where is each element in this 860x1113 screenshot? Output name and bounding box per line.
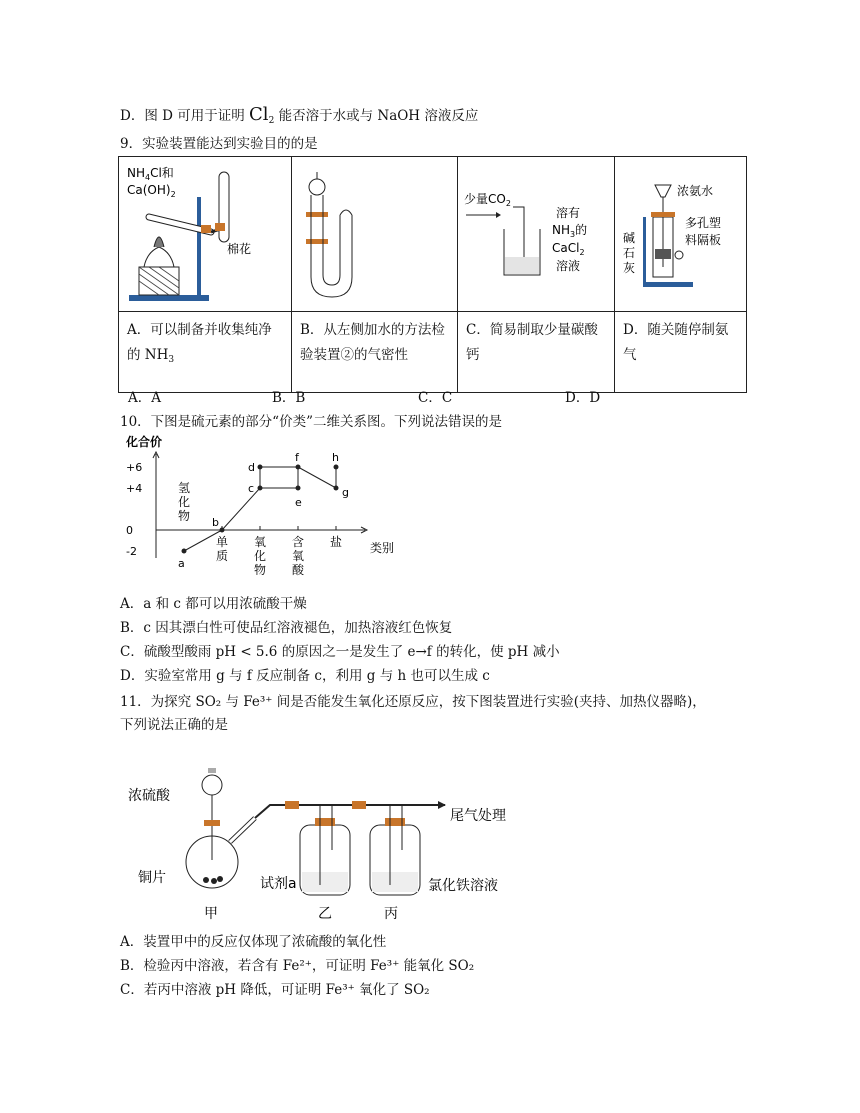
x-tick-label: 氧: [254, 535, 267, 549]
q11-apparatus: [120, 760, 540, 929]
point-label: g: [342, 486, 349, 499]
q10-option-c: C．硫酸型酸雨 pH < 5.6 的原因之一是发生了 e→f 的转化，使 pH 减小: [120, 644, 560, 660]
point-g: [334, 486, 339, 491]
q9-option-d: D．随关随停制氨气: [615, 312, 747, 393]
point-f: [296, 465, 301, 470]
q9-figure-c: [458, 157, 614, 311]
point-label: a: [178, 557, 185, 570]
svg-text:丙: 丙: [384, 906, 398, 922]
svg-text:棉花: 棉花: [227, 242, 252, 256]
x-tick-label: 物: [254, 563, 267, 577]
svg-text:浓氨水: 浓氨水: [677, 184, 714, 198]
q9-figure-b: [292, 157, 457, 311]
relation-line: [298, 467, 336, 488]
x-tick-label: 氧: [292, 549, 305, 563]
x-tick-label: 含: [292, 535, 305, 549]
q9-figure-a: [119, 157, 291, 311]
q9-figure-d: [615, 157, 746, 311]
q9-option-c: C．简易制取少量碳酸钙: [458, 312, 615, 393]
q10-option-b: B．c 因其漂白性可使品红溶液褪色，加热溶液红色恢复: [120, 620, 453, 636]
q9-answer-d: D．D: [565, 390, 601, 406]
svg-text:石: 石: [623, 246, 636, 260]
q9-option-a: A．可以制备并收集纯净的 $NH_3$: [119, 312, 292, 393]
x-tick-label: 质: [216, 549, 229, 563]
point-b: [220, 528, 225, 533]
svg-text:CaCl2: CaCl$_2$: [552, 241, 585, 257]
svg-text:试剂a: 试剂a: [260, 876, 297, 892]
svg-text:Ca(OH)2: $Ca(OH)_2$: [127, 183, 176, 199]
y-tick-label: 0: [126, 524, 133, 537]
svg-text:多孔塑: 多孔塑: [685, 216, 722, 230]
svg-text:碱: 碱: [623, 231, 636, 245]
point-label: c: [248, 482, 255, 495]
q11-option-a: A．装置甲中的反应仅体现了浓硫酸的氧化性: [120, 934, 387, 950]
q11-stem-line1: 11．为探究 SO₂ 与 Fe³⁺ 间是否能发生氧化还原反应，按下图装置进行实验(夹持、加热仪器略)，: [120, 694, 706, 710]
svg-text:乙: 乙: [318, 906, 332, 922]
q11-option-b: B．检验丙中溶液，若含有 Fe²⁺，可证明 Fe³⁺ 能氧化 SO₂: [120, 958, 475, 974]
q10-chart: [120, 432, 420, 586]
svg-text:溶液: 溶液: [556, 259, 581, 273]
point-a: [182, 549, 187, 554]
svg-text:少量CO2: 少量$CO_2$: [464, 192, 511, 208]
svg-text:料隔板: 料隔板: [685, 233, 722, 247]
svg-text:氯化铁溶液: 氯化铁溶液: [428, 878, 498, 894]
point-h: [334, 465, 339, 470]
point-label: e: [295, 496, 302, 509]
q9-option-b: B．从左侧加水的方法检验装置②的气密性: [292, 312, 458, 393]
y-tick-label: +6: [126, 461, 143, 474]
q10-stem: 10．下图是硫元素的部分“价类”二维关系图。下列说法错误的是: [120, 414, 502, 430]
svg-text:浓硫酸: 浓硫酸: [128, 788, 170, 804]
q9-answer-b: B．B: [272, 390, 306, 406]
chart-xlabel: 类别: [370, 541, 395, 555]
point-label: b: [212, 516, 219, 529]
q11-option-c: C．若丙中溶液 pH 降低，可证明 Fe³⁺ 氧化了 SO₂: [120, 982, 430, 998]
svg-text:NH3的: $NH_3$的: [552, 223, 588, 239]
x-tick-label: 盐: [330, 535, 343, 549]
chart-ylabel: 化合价: [126, 435, 163, 449]
q9-table: [118, 156, 747, 393]
svg-text:甲: 甲: [204, 906, 218, 922]
x-tick-label: 物: [178, 509, 191, 523]
svg-text:灰: 灰: [623, 261, 636, 275]
x-tick-label: 氢: [178, 481, 191, 495]
relation-line: [222, 488, 260, 530]
svg-text:铜片: 铜片: [138, 870, 166, 886]
y-tick-label: -2: [126, 545, 137, 558]
q9-answer-c: C．C: [418, 390, 453, 406]
q9-stem: 9．实验装置能达到实验目的的是: [120, 136, 318, 152]
q9-answer-a: A．A: [128, 390, 161, 406]
q10-option-d: D．实验室常用 g 与 f 反应制备 c，利用 g 与 h 也可以生成 c: [120, 668, 490, 684]
q10-option-a: A．a 和 c 都可以用浓硫酸干燥: [120, 596, 307, 612]
x-tick-label: 化: [254, 549, 267, 563]
point-label: f: [295, 451, 299, 464]
svg-text:溶有: 溶有: [556, 206, 581, 220]
point-label: h: [332, 451, 339, 464]
svg-text:NH4Cl和: $NH_4Cl$和: [127, 166, 174, 182]
point-label: d: [248, 461, 255, 474]
svg-text:尾气处理: 尾气处理: [450, 808, 506, 824]
x-tick-label: 化: [178, 495, 191, 509]
q8-option-d: D．图 D 可用于证明 $Cl_2$ 能否溶于水或与 NaOH 溶液反应: [120, 104, 479, 126]
x-tick-label: 单: [216, 535, 229, 549]
x-tick-label: 酸: [292, 563, 305, 577]
y-tick-label: +4: [126, 482, 143, 495]
point-e: [296, 486, 301, 491]
q11-stem-line2: 下列说法正确的是: [120, 717, 228, 733]
point-c: [258, 486, 263, 491]
point-d: [258, 465, 263, 470]
